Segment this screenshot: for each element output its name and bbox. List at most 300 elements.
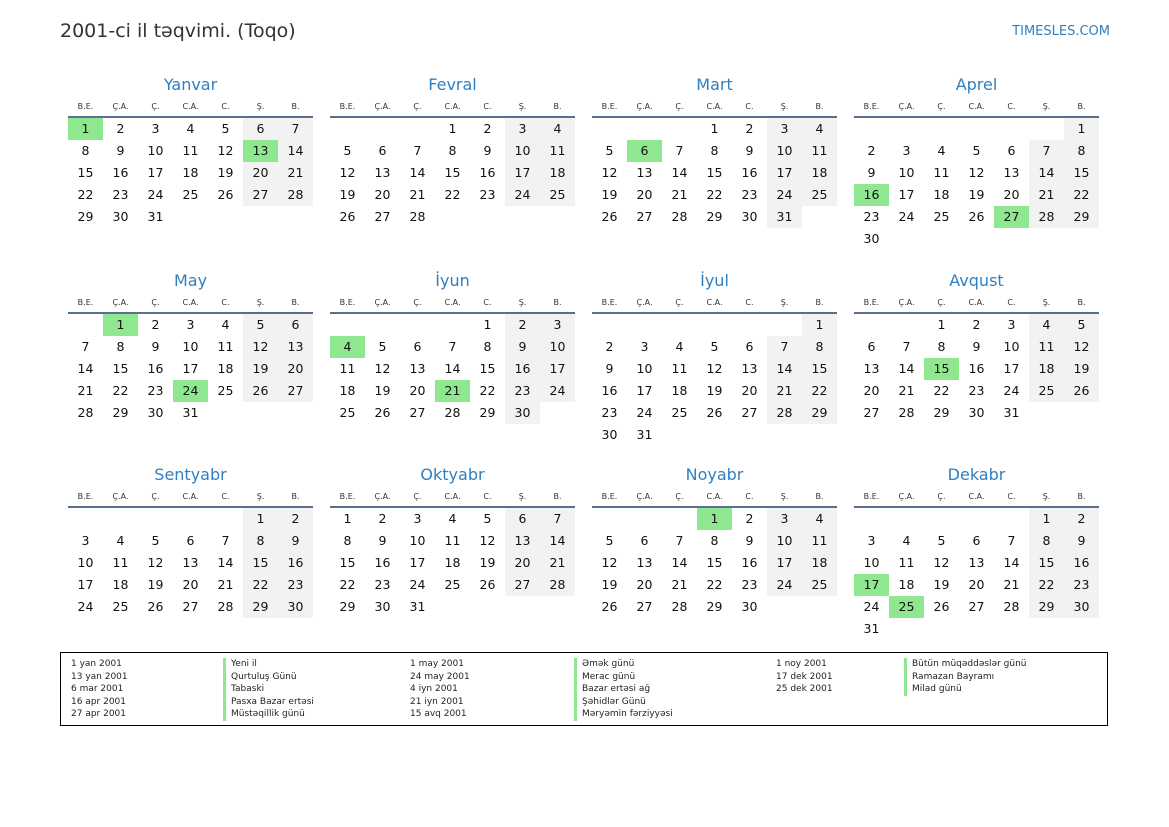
- day-cell: 7: [902, 339, 911, 354]
- day-cell: 15: [706, 555, 723, 570]
- day-cell: 10: [77, 555, 94, 570]
- day-cell: 15: [479, 361, 496, 376]
- weekday-label: C.: [221, 492, 230, 501]
- weekday-label: B.E.: [339, 492, 356, 501]
- day-cell: 14: [671, 165, 688, 180]
- day-cell: 7: [675, 533, 684, 548]
- day-cell: 27: [636, 209, 653, 224]
- day-cell: 27: [636, 599, 653, 614]
- day-cell: 28: [767, 402, 802, 424]
- week-row: [592, 140, 837, 162]
- day-cell: 14: [409, 165, 426, 180]
- weekday-label: Ç.A.: [636, 492, 653, 501]
- day-cell: 6: [413, 339, 422, 354]
- legend-date: 15 avq 2001: [410, 709, 467, 719]
- day-cell: 19: [217, 165, 234, 180]
- day-cell: 24: [77, 599, 94, 614]
- weekday-label: Ç.: [413, 298, 422, 307]
- day-cell: 11: [540, 140, 575, 162]
- holiday-day-cell: 1: [68, 118, 103, 140]
- weekday-label: B.E.: [863, 298, 880, 307]
- day-cell: 8: [448, 143, 457, 158]
- day-cell: 8: [710, 533, 719, 548]
- day-cell: 9: [1064, 530, 1099, 552]
- day-cell: 9: [867, 165, 876, 180]
- day-cell: 26: [374, 405, 391, 420]
- empty-cell: [662, 424, 697, 446]
- month-name: Dekabr: [947, 465, 1006, 484]
- day-cell: 19: [706, 383, 723, 398]
- weekday-header: [592, 294, 837, 314]
- day-cell: 10: [147, 143, 164, 158]
- empty-cell: [505, 206, 540, 228]
- day-cell: 16: [278, 552, 313, 574]
- day-cell: 12: [147, 555, 164, 570]
- day-cell: 20: [243, 162, 278, 184]
- week-row: [854, 574, 1099, 596]
- day-cell: 8: [81, 143, 90, 158]
- day-cell: 5: [151, 533, 160, 548]
- week-row: [854, 314, 1099, 336]
- day-cell: 20: [741, 383, 758, 398]
- month-name: Oktyabr: [420, 465, 485, 484]
- week-row: [68, 336, 313, 358]
- empty-cell: [889, 508, 924, 530]
- day-cell: 20: [374, 187, 391, 202]
- day-cell: 31: [1003, 405, 1020, 420]
- week-row: [854, 184, 1099, 206]
- empty-cell: [662, 314, 697, 336]
- week-row: [68, 508, 313, 530]
- week-row: [854, 552, 1099, 574]
- day-cell: 12: [1064, 336, 1099, 358]
- day-cell: 3: [767, 118, 802, 140]
- empty-cell: [103, 508, 138, 530]
- day-cell: 21: [217, 577, 234, 592]
- day-cell: 21: [767, 380, 802, 402]
- site-link[interactable]: TIMESLES.COM: [1012, 24, 1110, 39]
- week-row: [68, 184, 313, 206]
- day-cell: 19: [601, 187, 618, 202]
- day-cell: 6: [378, 143, 387, 158]
- day-cell: 31: [182, 405, 199, 420]
- holiday-day-cell: 1: [697, 508, 732, 530]
- legend-holiday-name: Qurtuluş Günü: [223, 671, 314, 684]
- day-cell: 6: [745, 339, 754, 354]
- holiday-day-cell: 24: [173, 380, 208, 402]
- day-cell: 8: [937, 339, 946, 354]
- day-cell: 2: [505, 314, 540, 336]
- weekday-label: B.: [291, 298, 300, 307]
- empty-cell: [592, 118, 627, 140]
- day-cell: 15: [1029, 552, 1064, 574]
- day-cell: 22: [444, 187, 461, 202]
- week-row: [854, 228, 1099, 250]
- day-cell: 25: [933, 209, 950, 224]
- day-cell: 14: [1029, 162, 1064, 184]
- day-cell: 16: [1064, 552, 1099, 574]
- empty-cell: [400, 314, 435, 336]
- legend-holiday-name: Ramazan Bayramı: [904, 671, 1026, 684]
- empty-cell: [924, 618, 959, 640]
- day-cell: 20: [636, 187, 653, 202]
- day-cell: 6: [243, 118, 278, 140]
- empty-cell: [662, 508, 697, 530]
- day-cell: 4: [902, 533, 911, 548]
- legend-date: 1 noy 2001: [776, 659, 827, 669]
- day-cell: 24: [863, 599, 880, 614]
- empty-cell: [365, 314, 400, 336]
- day-cell: 8: [483, 339, 492, 354]
- week-row: [854, 118, 1099, 140]
- day-cell: 22: [1029, 574, 1064, 596]
- day-cell: 22: [1064, 184, 1099, 206]
- day-cell: 2: [116, 121, 125, 136]
- day-cell: 22: [243, 574, 278, 596]
- day-cell: 2: [745, 121, 754, 136]
- day-cell: 17: [409, 555, 426, 570]
- day-cell: 19: [968, 187, 985, 202]
- day-cell: 30: [863, 231, 880, 246]
- month-9: [68, 464, 313, 618]
- day-cell: 11: [217, 339, 234, 354]
- day-cell: 18: [898, 577, 915, 592]
- day-cell: 10: [505, 140, 540, 162]
- day-cell: 30: [1064, 596, 1099, 618]
- empty-cell: [173, 508, 208, 530]
- weekday-label: Ç.: [675, 102, 684, 111]
- week-row: [592, 596, 837, 618]
- day-cell: 17: [767, 552, 802, 574]
- weekday-header: [592, 98, 837, 118]
- weekday-label: B.E.: [339, 102, 356, 111]
- empty-cell: [802, 424, 837, 446]
- day-cell: 26: [243, 380, 278, 402]
- month-6: [330, 270, 575, 424]
- empty-cell: [540, 402, 575, 424]
- day-cell: 13: [636, 165, 653, 180]
- day-cell: 26: [968, 209, 985, 224]
- holiday-day-cell: 1: [103, 314, 138, 336]
- day-cell: 26: [601, 209, 618, 224]
- legend-date: 27 apr 2001: [71, 709, 127, 719]
- week-row: [592, 574, 837, 596]
- day-cell: 25: [182, 187, 199, 202]
- weekday-label: Ç.A.: [636, 298, 653, 307]
- day-cell: 2: [278, 508, 313, 530]
- day-cell: 8: [1064, 140, 1099, 162]
- day-cell: 7: [675, 143, 684, 158]
- week-row: [592, 206, 837, 228]
- weekday-label: C.: [483, 298, 492, 307]
- weekday-header: [854, 294, 1099, 314]
- weekday-label: B.: [815, 102, 824, 111]
- day-cell: 2: [605, 339, 614, 354]
- weekday-label: B.E.: [863, 492, 880, 501]
- day-cell: 23: [863, 209, 880, 224]
- empty-cell: [278, 206, 313, 228]
- day-cell: 17: [540, 358, 575, 380]
- day-cell: 8: [116, 339, 125, 354]
- day-cell: 6: [1007, 143, 1016, 158]
- day-cell: 28: [444, 405, 461, 420]
- week-row: [330, 184, 575, 206]
- day-cell: 22: [339, 577, 356, 592]
- week-row: [330, 336, 575, 358]
- weekday-label: Ç.: [151, 492, 160, 501]
- legend-names: [574, 658, 673, 721]
- day-cell: 14: [77, 361, 94, 376]
- day-cell: 3: [81, 533, 90, 548]
- day-cell: 29: [1029, 596, 1064, 618]
- day-cell: 1: [448, 121, 457, 136]
- weekday-label: B.E.: [863, 102, 880, 111]
- day-cell: 18: [802, 552, 837, 574]
- day-cell: 6: [505, 508, 540, 530]
- day-cell: 23: [505, 380, 540, 402]
- week-row: [592, 358, 837, 380]
- day-cell: 17: [767, 162, 802, 184]
- day-cell: 27: [505, 574, 540, 596]
- day-cell: 8: [343, 533, 352, 548]
- weekday-label: Ş.: [780, 102, 789, 111]
- day-cell: 12: [601, 555, 618, 570]
- holiday-day-cell: 6: [627, 140, 662, 162]
- day-cell: 1: [1029, 508, 1064, 530]
- day-cell: 29: [802, 402, 837, 424]
- day-cell: 18: [1029, 358, 1064, 380]
- legend-date: 1 yan 2001: [71, 659, 122, 669]
- day-cell: 7: [767, 336, 802, 358]
- empty-cell: [994, 508, 1029, 530]
- legend-date: 1 may 2001: [410, 659, 464, 669]
- day-cell: 30: [741, 599, 758, 614]
- day-cell: 4: [1029, 314, 1064, 336]
- weekday-header: [854, 488, 1099, 508]
- week-row: [592, 402, 837, 424]
- day-cell: 22: [112, 383, 129, 398]
- day-cell: 3: [867, 533, 876, 548]
- week-row: [330, 508, 575, 530]
- weekday-label: Ç.: [151, 102, 160, 111]
- empty-cell: [994, 118, 1029, 140]
- empty-cell: [243, 206, 278, 228]
- week-row: [854, 206, 1099, 228]
- empty-cell: [435, 596, 470, 618]
- day-cell: 21: [1003, 577, 1020, 592]
- day-cell: 10: [863, 555, 880, 570]
- day-cell: 30: [374, 599, 391, 614]
- empty-cell: [208, 508, 243, 530]
- month-name: Sentyabr: [154, 465, 227, 484]
- empty-cell: [889, 314, 924, 336]
- day-cell: 3: [151, 121, 160, 136]
- day-cell: 24: [540, 380, 575, 402]
- day-cell: 1: [343, 511, 352, 526]
- day-cell: 16: [374, 555, 391, 570]
- day-cell: 28: [278, 184, 313, 206]
- weekday-label: Ç.: [413, 492, 422, 501]
- day-cell: 18: [182, 165, 199, 180]
- day-cell: 24: [636, 405, 653, 420]
- day-cell: 24: [1003, 383, 1020, 398]
- day-cell: 19: [243, 358, 278, 380]
- day-cell: 12: [217, 143, 234, 158]
- day-cell: 18: [112, 577, 129, 592]
- day-cell: 22: [479, 383, 496, 398]
- empty-cell: [767, 424, 802, 446]
- day-cell: 30: [278, 596, 313, 618]
- day-cell: 4: [116, 533, 125, 548]
- day-cell: 26: [1064, 380, 1099, 402]
- day-cell: 25: [339, 405, 356, 420]
- weekday-label: Ç.: [675, 492, 684, 501]
- week-row: [68, 162, 313, 184]
- weekday-label: Ç.A.: [898, 492, 915, 501]
- day-cell: 16: [147, 361, 164, 376]
- legend-date: 4 iyn 2001: [410, 684, 458, 694]
- day-cell: 14: [540, 530, 575, 552]
- empty-cell: [924, 118, 959, 140]
- week-row: [592, 162, 837, 184]
- day-cell: 14: [1003, 555, 1020, 570]
- day-cell: 9: [483, 143, 492, 158]
- empty-cell: [1029, 228, 1064, 250]
- day-cell: 13: [741, 361, 758, 376]
- weekday-label: B.E.: [77, 492, 94, 501]
- legend-names: [904, 658, 1026, 696]
- weekday-label: Ç.A.: [374, 298, 391, 307]
- day-cell: 15: [112, 361, 129, 376]
- day-cell: 12: [933, 555, 950, 570]
- weekday-label: C.: [1007, 492, 1016, 501]
- weekday-label: Ş.: [780, 298, 789, 307]
- weekday-label: Ç.A.: [112, 492, 129, 501]
- day-cell: 11: [671, 361, 688, 376]
- day-cell: 10: [182, 339, 199, 354]
- weekday-label: C.A.: [444, 298, 461, 307]
- day-cell: 27: [374, 209, 391, 224]
- day-cell: 13: [863, 361, 880, 376]
- day-cell: 7: [81, 339, 90, 354]
- weekday-header: [330, 488, 575, 508]
- day-cell: 3: [505, 118, 540, 140]
- legend-date: 17 dek 2001: [776, 671, 833, 682]
- legend-holiday-name: Tabaski: [223, 683, 314, 696]
- day-cell: 28: [540, 574, 575, 596]
- day-cell: 19: [374, 383, 391, 398]
- empty-cell: [138, 508, 173, 530]
- day-cell: 28: [409, 209, 426, 224]
- day-cell: 21: [1029, 184, 1064, 206]
- day-cell: 4: [675, 339, 684, 354]
- day-cell: 21: [898, 383, 915, 398]
- legend-holiday-name: Yeni il: [223, 658, 314, 671]
- legend-holiday-name: Müstəqillik günü: [223, 708, 314, 721]
- day-cell: 26: [479, 577, 496, 592]
- empty-cell: [1064, 228, 1099, 250]
- day-cell: 7: [1007, 533, 1016, 548]
- day-cell: 8: [802, 336, 837, 358]
- legend-date: 21 iyn 2001: [410, 696, 464, 707]
- day-cell: 12: [601, 165, 618, 180]
- day-cell: 13: [409, 361, 426, 376]
- week-row: [68, 380, 313, 402]
- week-row: [854, 380, 1099, 402]
- weekday-label: C.: [1007, 102, 1016, 111]
- month-10: [330, 464, 575, 618]
- month-1: [68, 74, 313, 228]
- day-cell: 1: [710, 121, 719, 136]
- day-cell: 5: [378, 339, 387, 354]
- day-cell: 31: [147, 209, 164, 224]
- day-cell: 5: [710, 339, 719, 354]
- weekday-label: Ş.: [1042, 492, 1051, 501]
- day-cell: 11: [339, 361, 356, 376]
- day-cell: 11: [444, 533, 461, 548]
- empty-cell: [662, 118, 697, 140]
- weekday-label: B.E.: [77, 298, 94, 307]
- day-cell: 10: [636, 361, 653, 376]
- day-cell: 27: [863, 405, 880, 420]
- day-cell: 26: [339, 209, 356, 224]
- day-cell: 2: [972, 317, 981, 332]
- day-cell: 16: [505, 358, 540, 380]
- empty-cell: [1029, 618, 1064, 640]
- empty-cell: [540, 206, 575, 228]
- day-cell: 4: [448, 511, 457, 526]
- day-cell: 16: [601, 383, 618, 398]
- day-cell: 29: [112, 405, 129, 420]
- day-cell: 9: [151, 339, 160, 354]
- day-cell: 18: [540, 162, 575, 184]
- week-row: [68, 358, 313, 380]
- legend-date: 25 dek 2001: [776, 684, 833, 694]
- day-cell: 3: [413, 511, 422, 526]
- day-cell: 15: [802, 358, 837, 380]
- week-row: [330, 314, 575, 336]
- day-cell: 29: [1064, 206, 1099, 228]
- day-cell: 13: [278, 336, 313, 358]
- week-row: [592, 552, 837, 574]
- day-cell: 30: [968, 405, 985, 420]
- day-cell: 20: [1003, 187, 1020, 202]
- holiday-day-cell: 15: [924, 358, 959, 380]
- day-cell: 12: [706, 361, 723, 376]
- day-cell: 29: [479, 405, 496, 420]
- day-cell: 31: [863, 621, 880, 636]
- week-row: [68, 118, 313, 140]
- day-cell: 11: [933, 165, 950, 180]
- empty-cell: [592, 314, 627, 336]
- day-cell: 3: [1007, 317, 1016, 332]
- weekday-label: C.A.: [706, 492, 723, 501]
- day-cell: 11: [898, 555, 915, 570]
- day-cell: 18: [339, 383, 356, 398]
- empty-cell: [627, 508, 662, 530]
- weekday-label: Ç.: [413, 102, 422, 111]
- day-cell: 14: [217, 555, 234, 570]
- day-cell: 14: [898, 361, 915, 376]
- legend-holiday-name: Milad günü: [904, 683, 1026, 696]
- empty-cell: [278, 402, 313, 424]
- day-cell: 1: [483, 317, 492, 332]
- weekday-label: Ş.: [1042, 298, 1051, 307]
- empty-cell: [627, 118, 662, 140]
- day-cell: 23: [147, 383, 164, 398]
- week-row: [68, 552, 313, 574]
- day-cell: 26: [706, 405, 723, 420]
